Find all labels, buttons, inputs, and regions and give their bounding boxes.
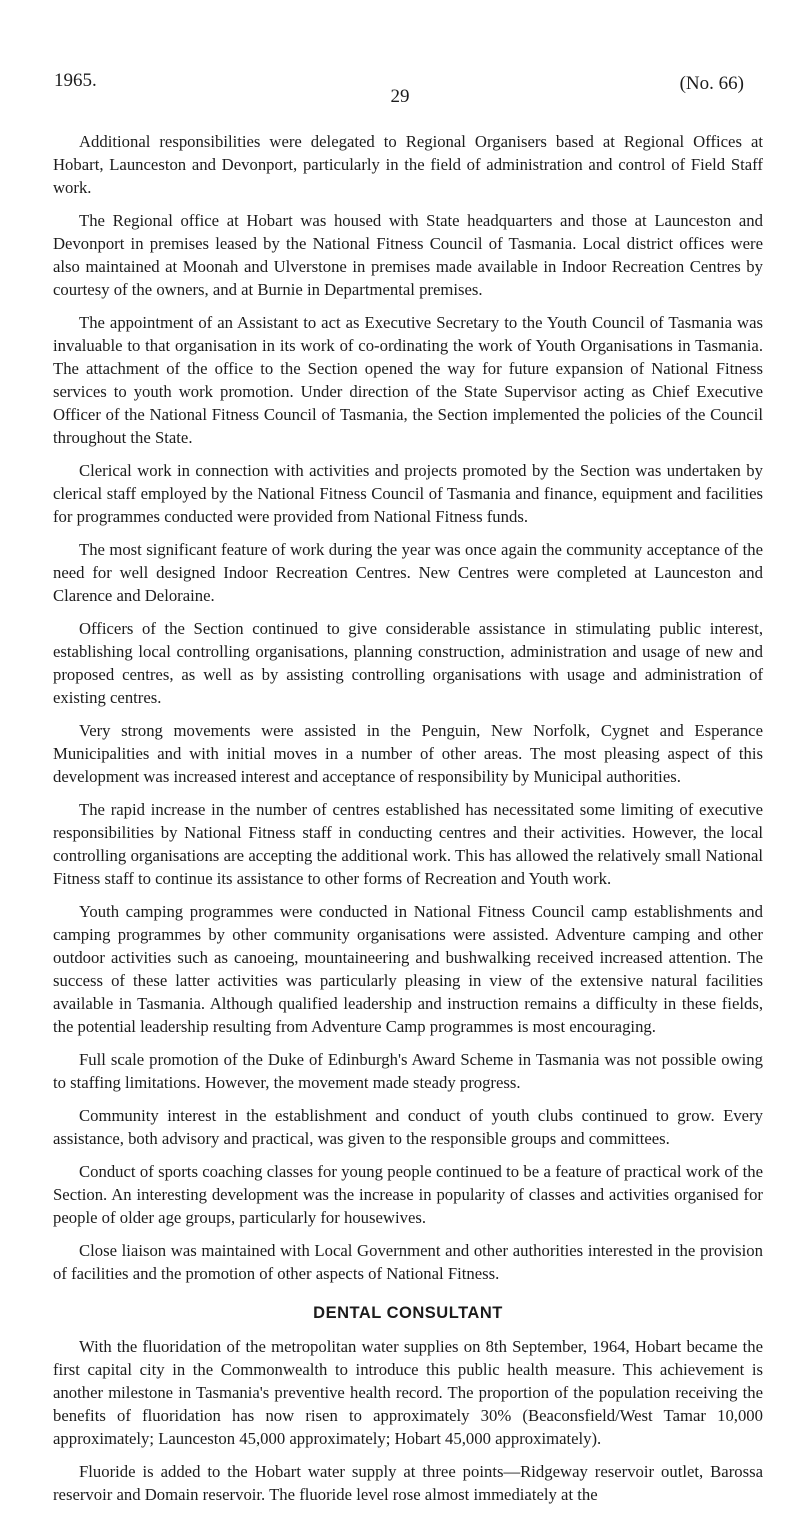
paragraph: Additional responsibilities were delegated to Regional Organisers based at Regional Offices at Hobart, Launceston and Devonport, particularly in the field of administration and control of Field Staff work.	[53, 132, 763, 197]
paragraph: The Regional office at Hobart was housed with State headquarters and those at Launceston and Devonport in premises leased by the National Fitness Council of Tasmania. Local district offices were also maintained at Moonah and Ulverstone in premises made available in Indoor Recreation Centres by courtesy of the owners, and at Burnie in Departmental premises.	[53, 211, 763, 299]
document-body	[53, 130, 763, 1516]
paragraph: Community interest in the establishment and conduct of youth clubs continued to grow. Every assistance, both advisory and practical, was given to the responsible groups and committees.	[53, 1106, 763, 1148]
paragraph: The most significant feature of work during the year was once again the community acceptance of the need for well designed Indoor Recreation Centres. New Centres were completed at Launceston and Clarence and Deloraine.	[53, 540, 763, 605]
paragraph: Full scale promotion of the Duke of Edinburgh's Award Scheme in Tasmania was not possible owing to staffing limitations. However, the movement made steady progress.	[53, 1050, 763, 1092]
paragraph: Very strong movements were assisted in the Penguin, New Norfolk, Cygnet and Esperance Municipalities and with initial moves in a number of other areas. The most pleasing aspect of this development was increased interest and acceptance of responsibility by Municipal authorities.	[53, 721, 763, 786]
paragraph: Close liaison was maintained with Local Government and other authorities interested in the provision of facilities and the promotion of other aspects of National Fitness.	[53, 1241, 763, 1283]
section-heading: DENTAL CONSULTANT	[313, 1304, 503, 1322]
page-header	[0, 0, 800, 140]
paragraph: Fluoride is added to the Hobart water supply at three points—Ridgeway reservoir outlet, Barossa reservoir and Domain reservoir. The fluoride level rose almost immediately at the	[53, 1462, 763, 1504]
paragraph: The rapid increase in the number of centres established has necessitated some limiting of executive responsibilities by National Fitness staff in conducting centres and their activities. However, the local controlling organisations are accepting the additional work. This has allowed the relatively small National Fitness staff to continue its assistance to other forms of Recreation and Youth work.	[53, 800, 763, 888]
report-year: 1965.	[54, 70, 97, 91]
paragraph: Conduct of sports coaching classes for young people continued to be a feature of practical work of the Section. An interesting development was the increase in popularity of classes and activities organised for people of older age groups, particularly for housewives.	[53, 1162, 763, 1227]
paragraph: Youth camping programmes were conducted in National Fitness Council camp establishments and camping programmes by other community organisations were assisted. Adventure camping and other outdoor activities such as canoeing, mountaineering and bushwalking received increased attention. The success of these latter activities was particularly pleasing in view of the extensive natural facilities available in Tasmania. Although qualified leadership and instruction remains a difficulty in these fields, the potential leadership resulting from Adventure Camp programmes is most encouraging.	[53, 902, 763, 1036]
report-number: (No. 66)	[679, 73, 744, 94]
paragraph: Officers of the Section continued to give considerable assistance in stimulating public interest, establishing local controlling organisations, planning construction, administration and usage of new and proposed centres, as well as by assisting controlling organisations with usage and administration of existing centres.	[53, 619, 763, 707]
page-number: 29	[390, 86, 410, 107]
paragraph: The appointment of an Assistant to act as Executive Secretary to the Youth Council of Tasmania was invaluable to that organisation in its work of co-ordinating the work of Youth Organisations in Tasmania. The attachment of the office to the Section opened the way for future expansion of National Fitness services to youth work promotion. Under direction of the State Supervisor acting as Chief Executive Officer of the National Fitness Council of Tasmania, the Section implemented the policies of the Council throughout the State.	[53, 313, 763, 447]
paragraph: With the fluoridation of the metropolitan water supplies on 8th September, 1964, Hobart became the first capital city in the Commonwealth to introduce this public health measure. This achievement is another milestone in Tasmania's preventive health record. The proportion of the population receiving the benefits of fluoridation has now risen to approximately 30% (Beaconsfield/West Tamar 10,000 approximately; Launceston 45,000 approximately; Hobart 45,000 approximately).	[53, 1337, 763, 1448]
paragraph: Clerical work in connection with activities and projects promoted by the Section was undertaken by clerical staff employed by the National Fitness Council of Tasmania and finance, equipment and facilities for programmes conducted were provided from National Fitness funds.	[53, 461, 763, 526]
